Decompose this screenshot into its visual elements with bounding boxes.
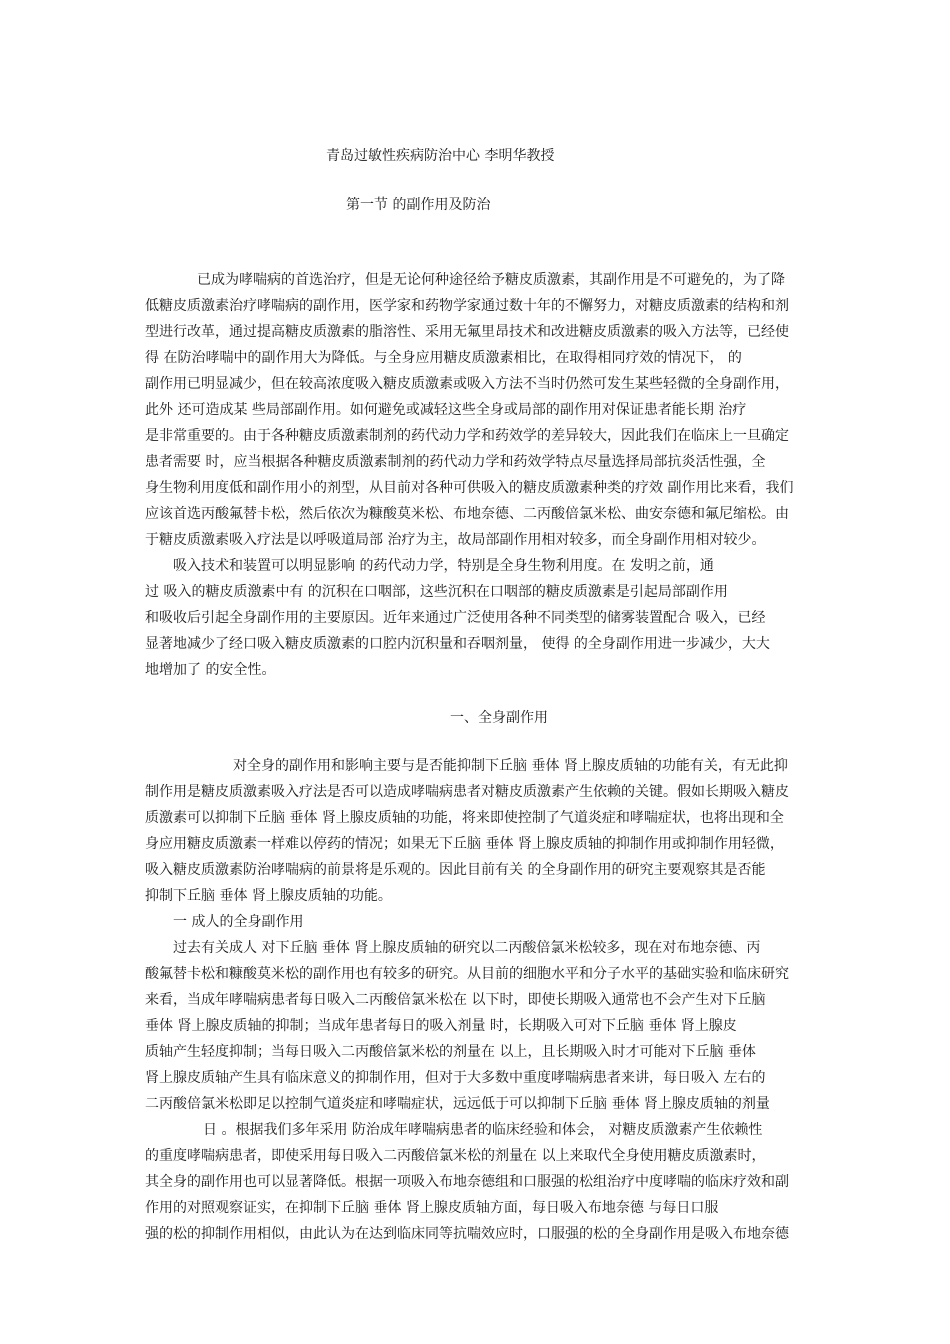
subheading-systemic-effects: 一、全身副作用 (450, 710, 548, 726)
p4-line: 质轴产生轻度抑制；当每日吸入二丙酸倍氯米松的剂量在 以上，且长期吸入时才可能对下丘脑 垂体 (145, 1044, 756, 1060)
p2-line: 过 吸入的糖皮质激素中有 的沉积在口咽部，这些沉积在口咽部的糖皮质激素是引起局部副作用 (145, 584, 728, 600)
p1-line: 是非常重要的。由于各种糖皮质激素制剂的药代动力学和药效学的差异较大，因此我们在临床上一旦确定 (145, 428, 789, 444)
p2-line: 地增加了 的安全性。 (145, 662, 276, 678)
p4-line: 的重度哮喘病患者，即使采用每日吸入二丙酸倍氯米松的剂量在 以上来取代全身使用糖皮质激素时， (145, 1148, 766, 1164)
p1-line: 身生物利用度低和副作用小的剂型，从目前对各种可供吸入的糖皮质激素种类的疗效 副作用比来看，我们 (145, 480, 794, 496)
p1-line: 患者需要 时，应当根据各种糖皮质激素制剂的药代动力学和药效学特点尽量选择局部抗炎活性强，全 (145, 454, 766, 470)
p4-line: 垂体 肾上腺皮质轴的抑制；当成年患者每日的吸入剂量 时，长期吸入可对下丘脑 垂体 肾上腺皮 (145, 1018, 737, 1034)
p4-line: 来看，当成年哮喘病患者每日吸入二丙酸倍氯米松在 以下时，即使长期吸入通常也不会产生对下丘脑 (145, 992, 766, 1008)
p3-line: 制作用是糖皮质激素吸入疗法是否可以造成哮喘病患者对糖皮质激素产生依赖的关键。假如长期吸入糖皮 (145, 784, 789, 800)
p4-line: 肾上腺皮质轴产生具有临床意义的抑制作用，但对于大多数中重度哮喘病患者来讲，每日吸入 左右的 (145, 1070, 766, 1086)
subheading-adult-effects: 一 成人的全身副作用 (173, 914, 304, 930)
p3-line: 身应用糖皮质激素一样难以停药的情况；如果无下丘脑 垂体 肾上腺皮质轴的抑制作用或抑制作用轻微， (145, 836, 784, 852)
p3-line: 吸入糖皮质激素防治哮喘病的前景将是乐观的。因此目前有关 的全身副作用的研究主要观察其是否能 (145, 862, 766, 878)
p1-line: 应该首选丙酸氟替卡松，然后依次为糠酸莫米松、布地奈德、二丙酸倍氯米松、曲安奈德和氟尼缩松。由 (145, 506, 789, 522)
p4-line: 过去有关成人 对下丘脑 垂体 肾上腺皮质轴的研究以二丙酸倍氯米松较多，现在对布地奈德、丙 (173, 940, 761, 956)
p4-line: 二丙酸倍氯米松即足以控制气道炎症和哮喘症状，远远低于可以抑制下丘脑 垂体 肾上腺皮质轴的剂量 (145, 1096, 770, 1112)
p1-line: 低糖皮质激素治疗哮喘病的副作用，医学家和药物学家通过数十年的不懈努力，对糖皮质激素的结构和剂 (145, 298, 789, 314)
p1-line: 已成为哮喘病的首选治疗，但是无论何种途径给予糖皮质激素，其副作用是不可避免的，为了降 (197, 272, 785, 288)
p4-line: 强的松的抑制作用相似，由此认为在达到临床同等抗喘效应时，口服强的松的全身副作用是吸入布地奈德 (145, 1226, 789, 1242)
p2-line: 和吸收后引起全身副作用的主要原因。近年来通过广泛使用各种不同类型的储雾装置配合 吸入，已经 (145, 610, 766, 626)
p2-line: 显著地减少了经口吸入糖皮质激素的口腔内沉积量和吞咽剂量， 使得 的全身副作用进一步减少，大大 (145, 636, 770, 652)
p1-line: 此外 还可造成某 些局部副作用。如何避免或减轻这些全身或局部的副作用对保证患者能长期 治疗 (145, 402, 747, 418)
p3-line: 抑制下丘脑 垂体 肾上腺皮质轴的功能。 (145, 888, 392, 904)
p1-line: 副作用已明显减少，但在较高浓度吸入糖皮质激素或吸入方法不当时仍然可发生某些轻微的全身副作用， (145, 376, 789, 392)
p1-line: 型进行改革，通过提高糖皮质激素的脂溶性、采用无氟里昂技术和改进糖皮质激素的吸入方法等，已经使 (145, 324, 789, 340)
p1-line: 于糖皮质激素吸入疗法是以呼吸道局部 治疗为主，故局部副作用相对较多，而全身副作用相对较少。 (145, 532, 766, 548)
p3-line: 质激素可以抑制下丘脑 垂体 肾上腺皮质轴的功能，将来即使控制了气道炎症和哮喘症状，也将出现和全 (145, 810, 784, 826)
p3-line: 对全身的副作用和影响主要与是否能抑制下丘脑 垂体 肾上腺皮质轴的功能有关，有无此抑 (233, 758, 788, 774)
p2-line: 吸入技术和装置可以明显影响 的药代动力学，特别是全身生物利用度。在 发明之前，通 (173, 558, 714, 574)
section-title: 第一节 的副作用及防治 (346, 197, 491, 213)
p4-line: 酸氟替卡松和糠酸莫米松的副作用也有较多的研究。从目前的细胞水平和分子水平的基础实验和临床研究 (145, 966, 789, 982)
p4-line: 其全身的副作用也可以显著降低。根据一项吸入布地奈德组和口服强的松组治疗中度哮喘的临床疗效和副 (145, 1174, 789, 1190)
p4-line: 日 。根据我们多年采用 防治成年哮喘病患者的临床经验和体会， 对糖皮质激素产生依赖性 (203, 1122, 763, 1138)
p1-line: 得 在防治哮喘中的副作用大为降低。与全身应用糖皮质激素相比，在取得相同疗效的情况下， 的 (145, 350, 742, 366)
header-institution: 青岛过敏性疾病防治中心 李明华教授 (326, 148, 555, 164)
p4-line: 作用的对照观察证实，在抑制下丘脑 垂体 肾上腺皮质轴方面，每日吸入布地奈德 与每日口服 (145, 1200, 719, 1216)
